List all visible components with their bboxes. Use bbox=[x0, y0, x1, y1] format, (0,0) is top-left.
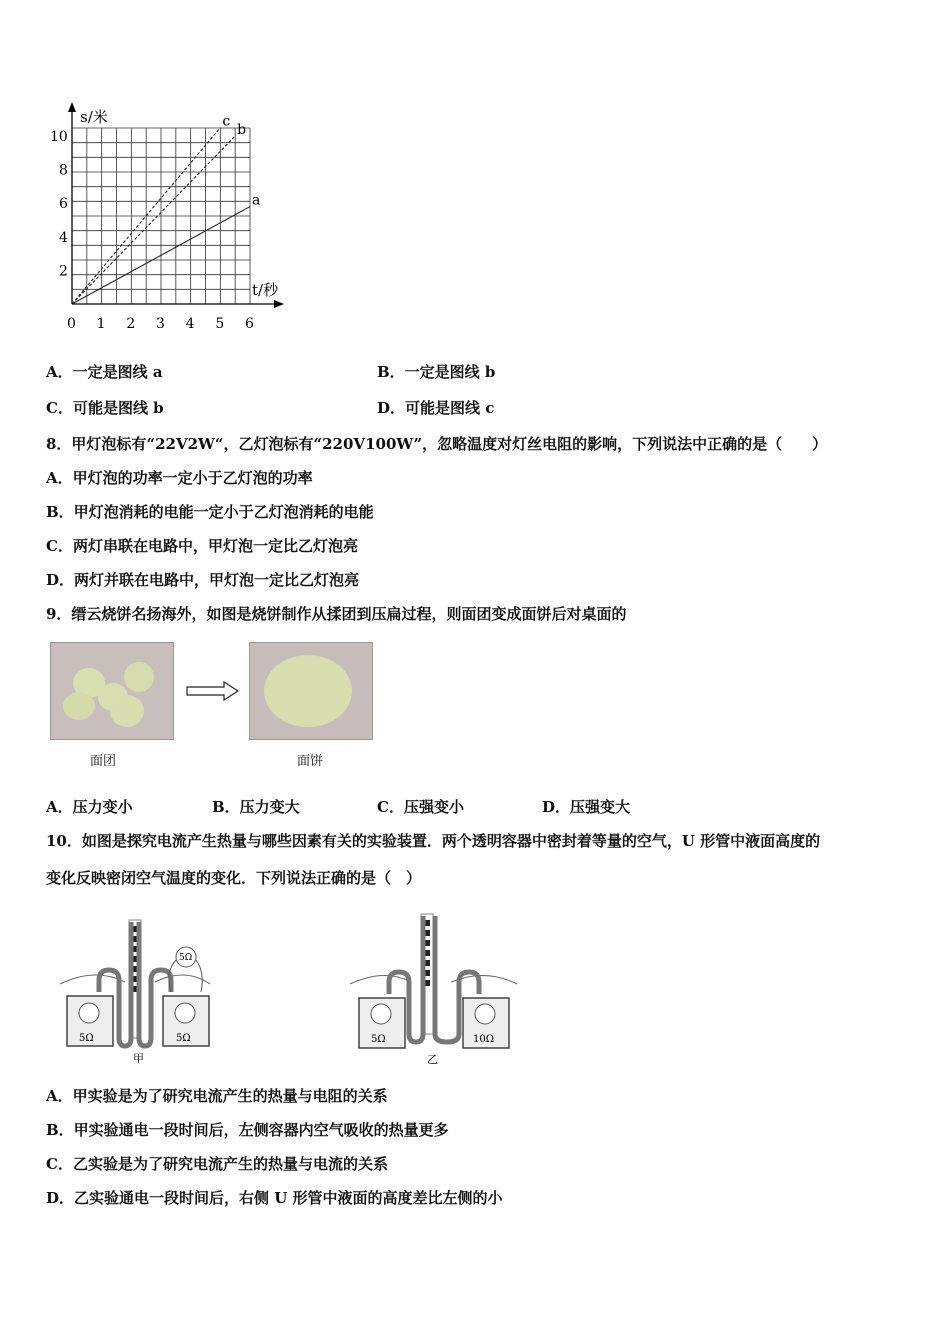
q8-stem: 8．甲灯泡标有“22V2W“，乙灯泡标有“220V100W”，忽略温度对灯丝电阻的影响，下列说法中正确的是（ ） bbox=[46, 435, 828, 453]
q7-option-b[interactable]: B．一定是图线 b bbox=[377, 363, 496, 381]
x-tick-label: 3 bbox=[156, 316, 165, 332]
q10-stem-line2: 变化反映密闭空气温度的变化．下列说法正确的是（ ） bbox=[46, 869, 422, 887]
q9-stem: 9．缙云烧饼名扬海外，如图是烧饼制作从揉团到压扁过程，则面团变成面饼后对桌面的 bbox=[46, 605, 627, 623]
x-tick-label: 0 bbox=[67, 316, 76, 332]
apparatus-jia bbox=[55, 912, 215, 1067]
x-tick-label: 2 bbox=[126, 316, 136, 332]
x-axis-arrow bbox=[274, 300, 284, 308]
dough-balls-photo bbox=[50, 642, 174, 740]
resistor-right-label: 5Ω bbox=[176, 1033, 191, 1044]
q8-option-b[interactable]: B．甲灯泡消耗的电能一定小于乙灯泡消耗的电能 bbox=[46, 503, 374, 521]
flat-dough-caption: 面饼 bbox=[297, 754, 324, 769]
x-tick-label: 6 bbox=[245, 316, 254, 332]
q9-option-a[interactable]: A．压力变小 bbox=[46, 798, 133, 816]
x-tick-label: 1 bbox=[96, 316, 106, 332]
y-axis-arrow bbox=[68, 102, 76, 112]
apparatus-jia-caption: 甲 bbox=[133, 1052, 144, 1065]
y-tick-label: 6 bbox=[59, 196, 68, 213]
q9-option-c[interactable]: C．压强变小 bbox=[377, 798, 464, 816]
q9-option-d[interactable]: D．压强变大 bbox=[542, 798, 631, 816]
apparatus-yi-caption: 乙 bbox=[427, 1053, 438, 1066]
series-line-b bbox=[72, 136, 235, 304]
y-tick-label: 2 bbox=[59, 263, 68, 280]
x-tick-label: 4 bbox=[185, 316, 195, 332]
q8-option-d[interactable]: D．两灯并联在电路中，甲灯泡一定比乙灯泡亮 bbox=[46, 571, 360, 589]
q7-option-a[interactable]: A．一定是图线 a bbox=[46, 363, 163, 381]
dough-ball-caption: 面团 bbox=[90, 754, 117, 769]
q7-option-d[interactable]: D．可能是图线 c bbox=[377, 399, 495, 417]
series-label-b: b bbox=[237, 122, 247, 138]
q8-option-a[interactable]: A．甲灯泡的功率一定小于乙灯泡的功率 bbox=[46, 469, 313, 487]
series-label-c: c bbox=[222, 113, 231, 130]
q9-option-b[interactable]: B．压力变大 bbox=[212, 798, 300, 816]
q10-option-d[interactable]: D．乙实验通电一段时间后，右侧 U 形管中液面的高度差比左侧的小 bbox=[46, 1189, 503, 1207]
apparatus-yi bbox=[345, 910, 525, 1068]
flat-dough-photo bbox=[249, 642, 373, 740]
resistor-left-label: 5Ω bbox=[79, 1033, 94, 1044]
q10-option-a[interactable]: A．甲实验是为了研究电流产生的热量与电阻的关系 bbox=[46, 1087, 388, 1105]
q7-option-c[interactable]: C．可能是图线 b bbox=[46, 399, 164, 417]
q8-option-c[interactable]: C．两灯串联在电路中，甲灯泡一定比乙灯泡亮 bbox=[46, 537, 358, 555]
x-axis-label: t/秒 bbox=[252, 281, 279, 299]
series-label-a: a bbox=[252, 192, 261, 209]
y-axis-label: s/米 bbox=[80, 108, 108, 126]
resistor-right-label: 10Ω bbox=[473, 1034, 495, 1045]
q10-stem-line1: 10．如图是探究电流产生热量与哪些因素有关的实验装置．两个透明容器中密封着等量的空气，U 形管中液面高度的 bbox=[46, 832, 821, 850]
x-tick-label: 5 bbox=[215, 316, 225, 332]
arrow-right-icon bbox=[186, 681, 240, 701]
st-graph bbox=[40, 100, 290, 340]
resistor-top-label: 5Ω bbox=[179, 953, 193, 963]
q10-option-c[interactable]: C．乙实验是为了研究电流产生的热量与电流的关系 bbox=[46, 1155, 388, 1173]
resistor-left-label: 5Ω bbox=[371, 1034, 386, 1045]
y-tick-label: 8 bbox=[59, 162, 68, 179]
q10-option-b[interactable]: B．甲实验通电一段时间后，左侧容器内空气吸收的热量更多 bbox=[46, 1121, 449, 1139]
y-tick-label: 4 bbox=[59, 229, 68, 246]
y-tick-label: 10 bbox=[50, 129, 68, 145]
